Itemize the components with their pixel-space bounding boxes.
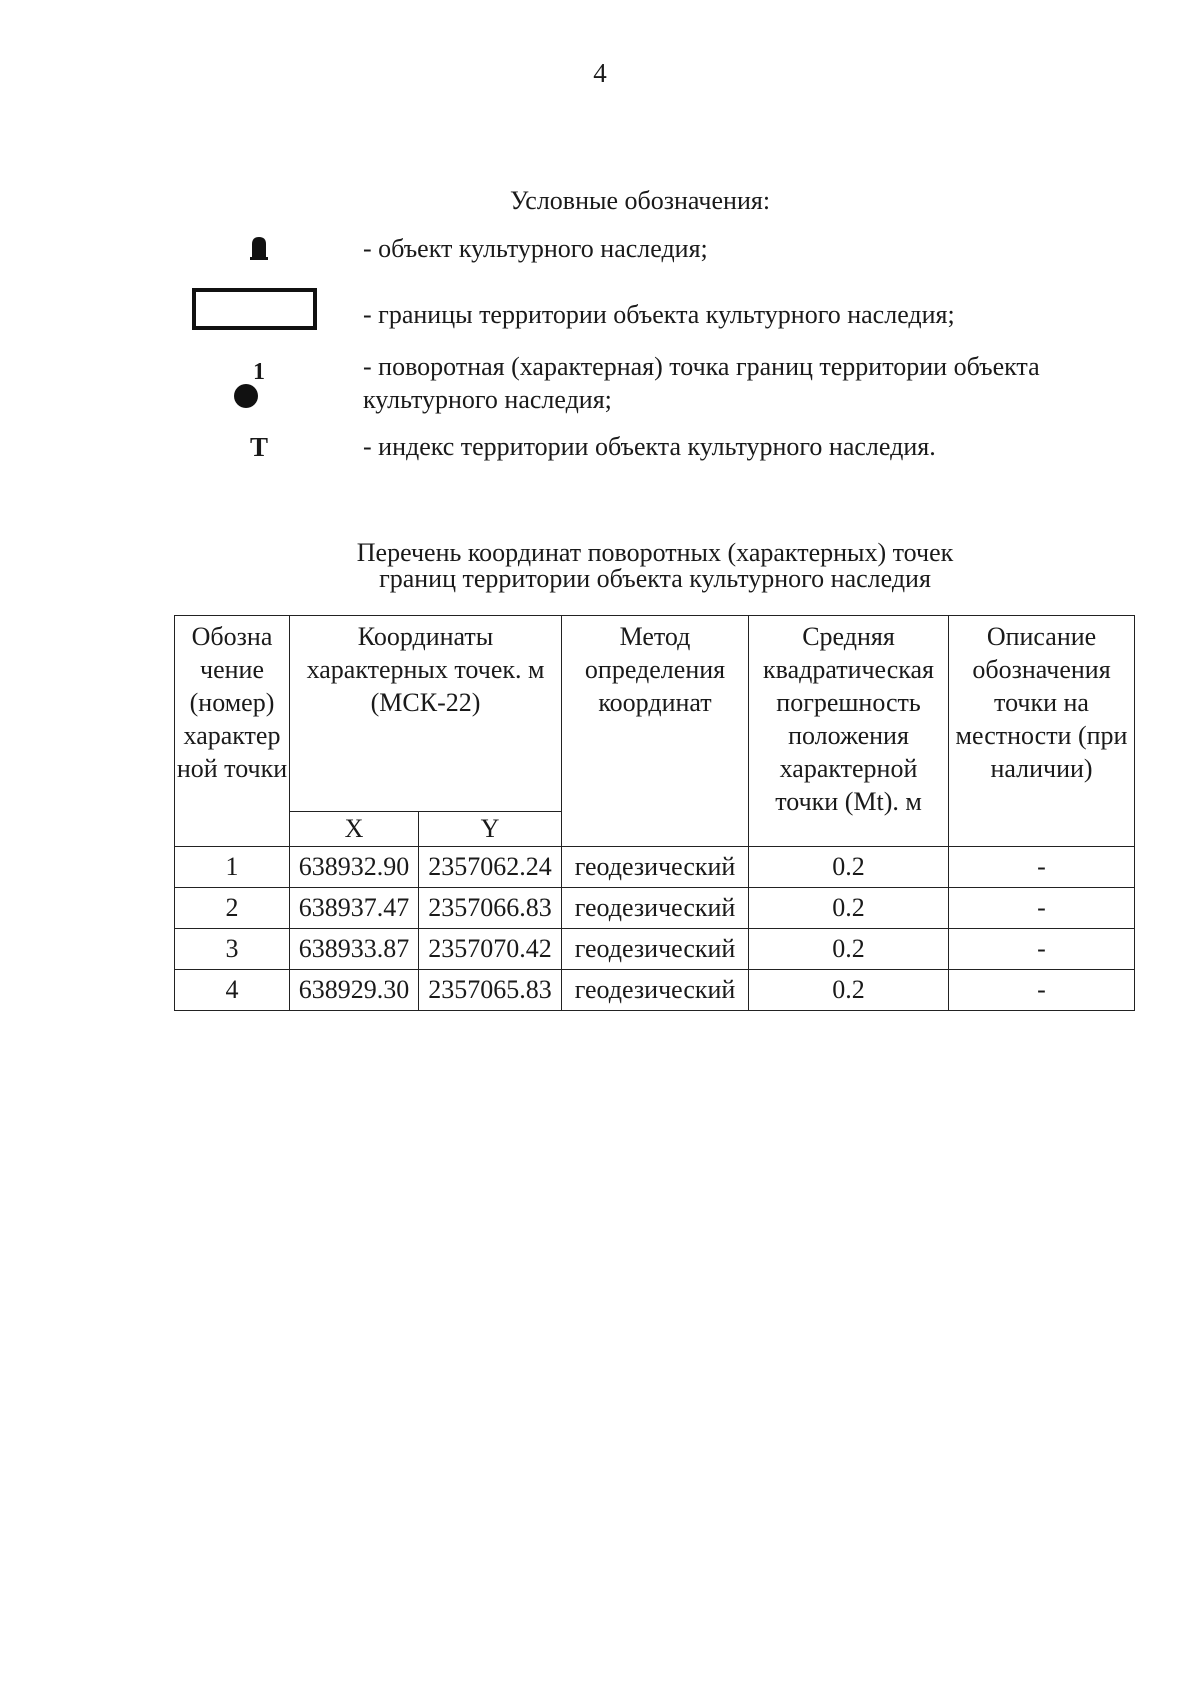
cell-y: 2357062.24 [419,847,562,888]
legend-text-turning-point: - поворотная (характерная) точка границ территории объекта культурного наследия; [363,352,1040,414]
cell-method: геодезический [562,888,749,929]
cell-num: 2 [175,888,290,929]
table-row [175,929,1135,970]
legend-title: Условные обозначения: [510,186,771,215]
boundary-rectangle-icon [192,288,317,330]
cell-method: геодезический [562,847,749,888]
table-caption [0,540,1200,592]
header-x: X [290,812,419,847]
page-number: 4 [593,58,607,88]
cell-error: 0.2 [749,970,949,1011]
monument-icon [250,236,268,260]
legend-text-monument: - объект культурного наследия; [363,234,708,263]
cell-num: 4 [175,970,290,1011]
cell-y: 2357070.42 [419,929,562,970]
header-coordinates: Координаты характерных точек. м (МСК-22) [290,616,562,812]
header-method: Метод определения координат [562,616,749,847]
cell-y: 2357066.83 [419,888,562,929]
index-letter-icon: Т [250,432,269,462]
cell-x: 638937.47 [290,888,419,929]
point-number-label: 1 [253,359,265,385]
cell-error: 0.2 [749,888,949,929]
header-y: Y [419,812,562,847]
header-designation: Обозна чение (номер) характер ной точки [175,616,290,847]
table-row [175,970,1135,1011]
cell-method: геодезический [562,929,749,970]
cell-x: 638932.90 [290,847,419,888]
table-caption-line2: границ территории объекта культурного наследия [379,564,931,593]
cell-method: геодезический [562,970,749,1011]
cell-x: 638933.87 [290,929,419,970]
cell-error: 0.2 [749,929,949,970]
cell-description: - [949,847,1135,888]
cell-error: 0.2 [749,847,949,888]
cell-num: 1 [175,847,290,888]
cell-description: - [949,929,1135,970]
turning-point-icon [234,359,270,408]
table-row [175,888,1135,929]
cell-x: 638929.30 [290,970,419,1011]
header-error: Средняя квадратическая погрешность положения характерной точки (Mt). м [749,616,949,847]
table-header-row [175,616,1135,812]
cell-description: - [949,888,1135,929]
cell-y: 2357065.83 [419,970,562,1011]
legend-text-boundary: - границы территории объекта культурного наследия; [363,300,955,329]
cell-num: 3 [175,929,290,970]
coordinates-table [174,615,1135,1011]
cell-description: - [949,970,1135,1011]
table-row [175,847,1135,888]
header-description: Описание обозначения точки на местности (при наличии) [949,616,1135,847]
legend-text-index: - индекс территории объекта культурного наследия. [363,432,936,461]
point-dot-icon [234,384,258,408]
table-caption-line1: Перечень координат поворотных (характерных) точек [356,538,954,567]
